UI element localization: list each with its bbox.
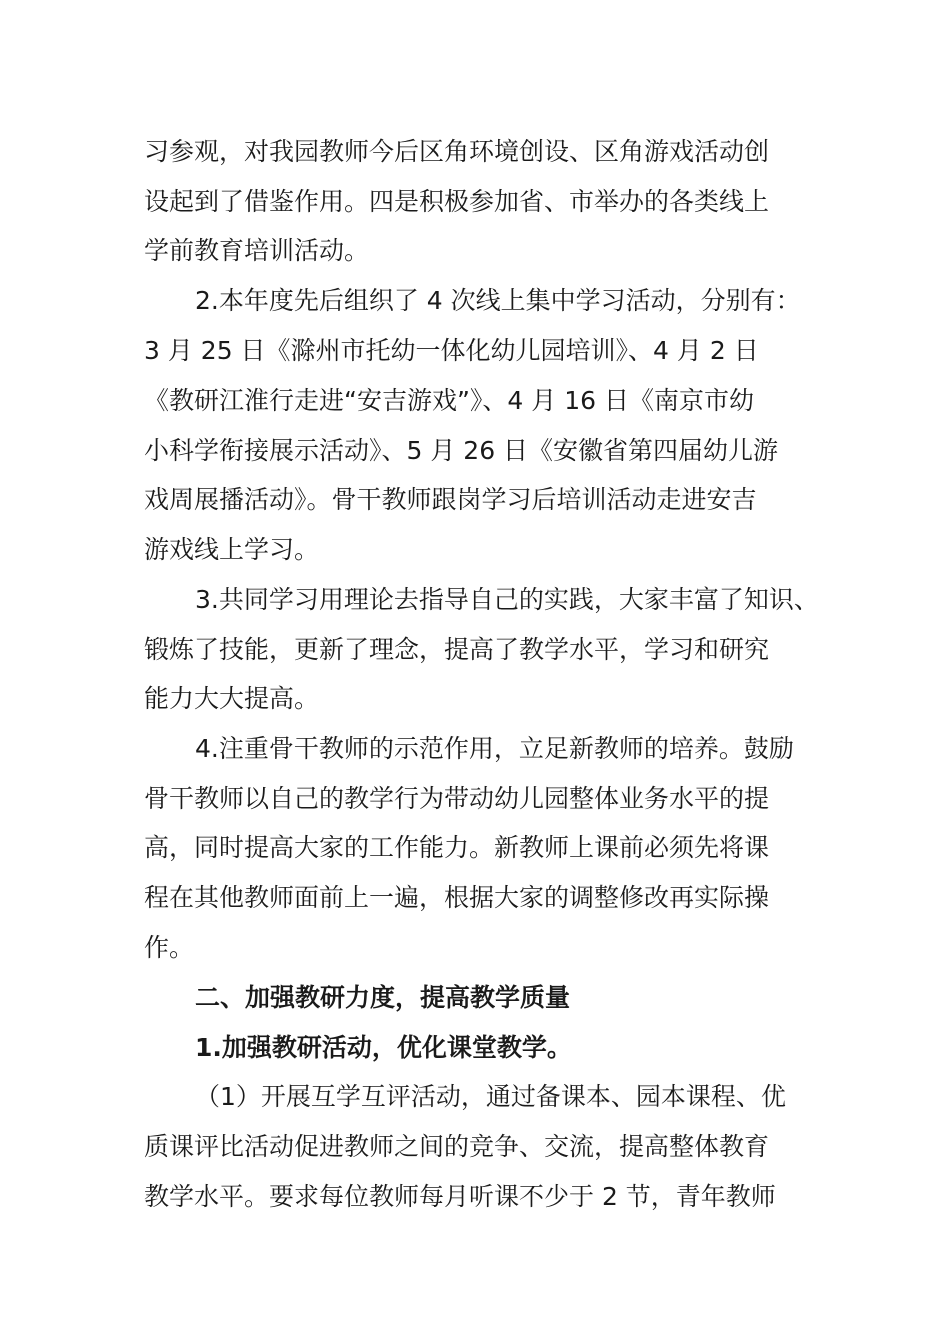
text-line: 高，同时提高大家的工作能力。新教师上课前必须先将课: [144, 833, 770, 862]
subsection-heading: 1.加强教研活动，优化课堂教学。: [195, 1033, 572, 1062]
section-heading: 二、加强教研力度，提高教学质量: [195, 983, 571, 1012]
text-line: 习参观，对我园教师今后区角环境创设、区角游戏活动创: [144, 137, 770, 166]
text-line: 能力大大提高。: [144, 684, 320, 713]
text-line: 3 月 25 日《滁州市托幼一体化幼儿园培训》、4 月 2 日: [144, 336, 759, 365]
text-line: 骨干教师以自己的教学行为带动幼儿园整体业务水平的提: [144, 784, 770, 813]
paragraph-4-start: 4.注重骨干教师的示范作用，立足新教师的培养。鼓励: [195, 734, 794, 763]
text-line: 设起到了借鉴作用。四是积极参加省、市举办的各类线上: [144, 187, 770, 216]
text-line: 程在其他教师面前上一遍，根据大家的调整修改再实际操: [144, 883, 770, 912]
text-line: 作。: [144, 933, 195, 962]
text-line: 教学水平。要求每位教师每月听课不少于 2 节，青年教师: [144, 1182, 776, 1211]
text-line: 质课评比活动促进教师之间的竞争、交流，提高整体教育: [144, 1132, 770, 1161]
text-line: 学前教育培训活动。: [144, 236, 370, 265]
text-line: 锻炼了技能，更新了理念，提高了教学水平，学习和研究: [144, 635, 770, 664]
text-line: 《教研江淮行走进“安吉游戏”》、4 月 16 日《南京市幼: [144, 386, 754, 415]
paragraph-item-1-start: （1）开展互学互评活动，通过备课本、园本课程、优: [195, 1082, 786, 1111]
text-line: 小科学衔接展示活动》、5 月 26 日《安徽省第四届幼儿游: [144, 436, 779, 465]
paragraph-3-start: 3.共同学习用理论去指导自己的实践，大家丰富了知识、: [195, 585, 819, 614]
paragraph-2-start: 2.本年度先后组织了 4 次线上集中学习活动，分别有：: [195, 286, 801, 315]
text-line: 戏周展播活动》。骨干教师跟岗学习后培训活动走进安吉: [144, 485, 757, 514]
text-line: 游戏线上学习。: [144, 535, 320, 564]
